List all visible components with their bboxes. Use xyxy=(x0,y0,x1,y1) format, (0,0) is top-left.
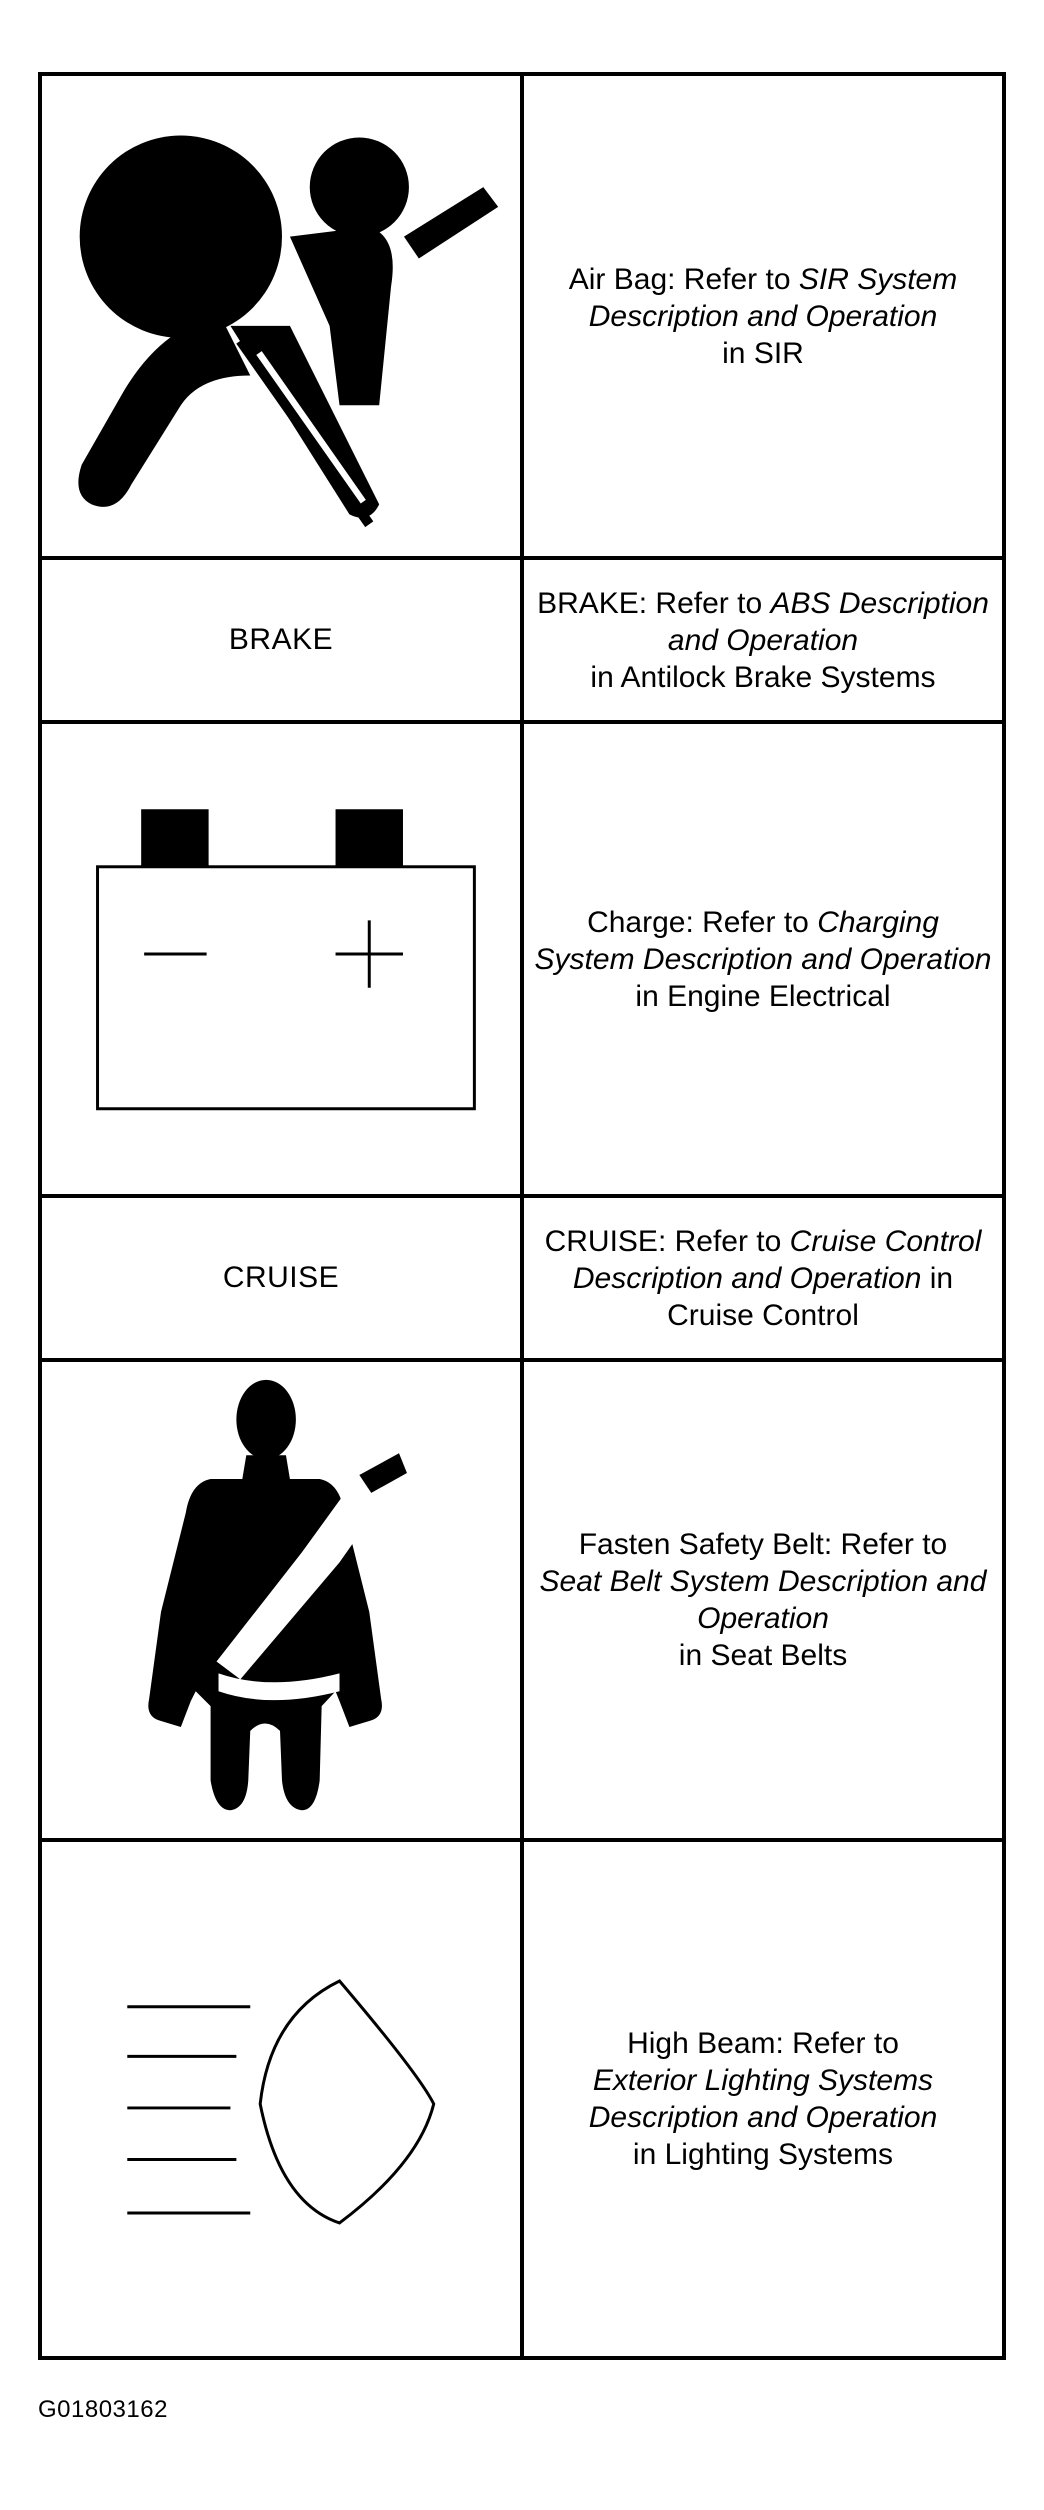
description-prefix: High Beam: Refer to xyxy=(627,2027,899,2060)
reference-link[interactable]: Cruise Control Description and Operation xyxy=(572,1224,982,1295)
cruise-label: CRUISE xyxy=(222,1261,340,1294)
description-prefix: Fasten Safety Belt: Refer to xyxy=(578,1528,948,1561)
table-row xyxy=(42,1198,1002,1362)
table-row xyxy=(42,724,1002,1198)
description-cell xyxy=(524,76,1002,556)
description-suffix: in Seat Belts xyxy=(678,1639,848,1672)
description-prefix: BRAKE: Refer to xyxy=(537,586,771,620)
icon-cell xyxy=(42,724,524,1194)
description-prefix: Air Bag: Refer to xyxy=(568,262,799,296)
table-row xyxy=(42,76,1002,560)
reference-link[interactable]: Exterior Lighting Systems Description and Operation xyxy=(588,2064,938,2134)
label-cell xyxy=(42,560,524,720)
description-prefix: CRUISE: Refer to xyxy=(544,1224,790,1258)
seat-belt-icon xyxy=(42,1362,520,1838)
table-row xyxy=(42,560,1002,724)
description-cell xyxy=(524,1198,1002,1358)
description-suffix: in Engine Electrical xyxy=(635,979,891,1013)
table-row xyxy=(42,1362,1002,1842)
description-cell xyxy=(524,1362,1002,1838)
description-suffix: in SIR xyxy=(722,336,804,370)
reference-link[interactable]: Charging System Description and Operation xyxy=(534,905,992,976)
description-suffix: in Cruise Control xyxy=(667,1261,954,1332)
description-suffix: in Antilock Brake Systems xyxy=(590,660,936,694)
description-cell xyxy=(524,1842,1002,2356)
icon-cell xyxy=(42,1362,524,1838)
indicator-table xyxy=(38,72,1006,2360)
high-beam-icon xyxy=(42,1844,520,2354)
battery-icon xyxy=(42,724,520,1194)
reference-link[interactable]: ABS Description and Operation xyxy=(667,586,989,657)
icon-cell xyxy=(42,76,524,556)
description-cell xyxy=(524,724,1002,1194)
description-prefix: Charge: Refer to xyxy=(587,905,818,939)
description-suffix: in Lighting Systems xyxy=(632,2138,894,2171)
description-cell xyxy=(524,560,1002,720)
label-cell xyxy=(42,1198,524,1358)
reference-link[interactable]: Seat Belt System Description and Operation xyxy=(539,1565,987,1635)
reference-link[interactable]: SIR System Description and Operation xyxy=(588,262,958,333)
brake-label: BRAKE xyxy=(228,623,334,656)
figure-id: G01803162 xyxy=(38,2396,168,2423)
icon-cell xyxy=(42,1842,524,2356)
airbag-icon xyxy=(42,76,520,556)
table-row xyxy=(42,1842,1002,2356)
